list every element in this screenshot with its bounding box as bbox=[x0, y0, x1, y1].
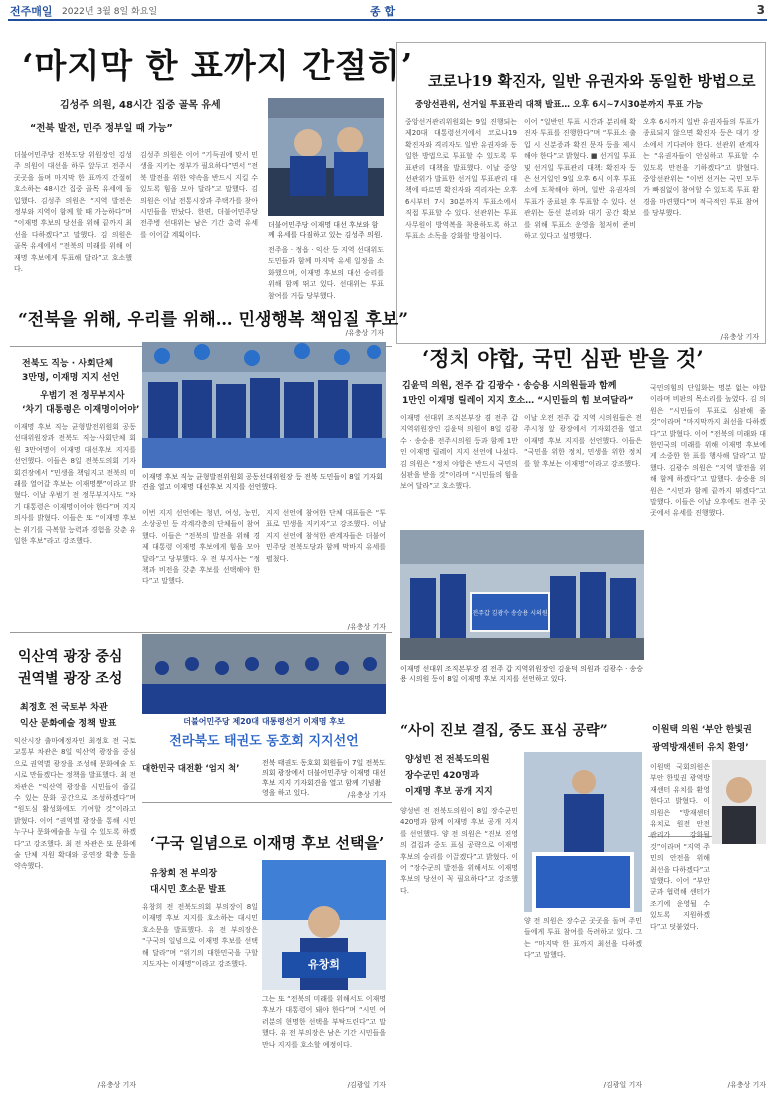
story9-body-intro: 이원택 국회의원은 부안 한빛권 광역방재센터 유치를 환영한다고 밝혔다. 이 의원은 “방재센터 유치로 원전 안전 관리가 강화될 것”이라며 “지역 주민의 안전을 위해 최선을 다하겠다”고 말했다. 이어 “부안군과 협력해 센터가 조기에 운영될 수 있도록 지원하겠다”고 덧붙였다. bbox=[650, 763, 710, 931]
story3-sub2: 3만명, 이재명 지지 선언 bbox=[22, 373, 120, 383]
story9-headline2: 광역방재센터 유치 환영’ bbox=[652, 743, 749, 753]
story6-byline: /유충상 기자 bbox=[347, 791, 386, 799]
story7-body-col1: 유창희 전 전북도의회 부의장이 8일 이재명 후보 지지를 호소하는 대시민 호소문을 발표했다. 유 전 부의장은 “구국의 일념으로 이재명 후보를 선택해 달라”며 “위기의 대한민국을 구할 지도자는 이재명”이라고 강조했다. bbox=[142, 903, 258, 969]
story1-body-col2: 김성주 의원은 이어 “기득권에 맞서 민생을 지키는 정부가 필요하다”면서 “전북 발전을 위한 약속을 반드시 지킬 수 있도록 힘을 모아 달라”고 말했다. 김 의원은 이날 전통시장과 주택가를 찾아 시민들을 만났다. 한편, 더불어민주당 전주병 선대위는 남은 기간 총력 유세를 이어갈 계획이다. bbox=[140, 151, 258, 239]
story7-sub1: 유창희 전 부의장 bbox=[150, 869, 218, 879]
story7-photo-text: 유창희 bbox=[308, 958, 340, 971]
story8-body-col1: 양성빈 전 전북도의원이 8일 장수군민 420명과 함께 이재명 후보 공개 지지를 선언했다. 양 전 의원은 “진보 진영의 결집과 중도 표심 공략으로 이재명 후보의 승리를 이끌겠다”고 밝혔다. 이어 “장수군의 발전을 위해서도 이재명 후보의 당선이 꼭 필요하다”고 강조했다. bbox=[400, 807, 518, 895]
press-conference-photo bbox=[400, 530, 644, 660]
story9-headline: 이원택 의원 ‘부안 한빛권 bbox=[652, 725, 752, 735]
story7-sub2: 대시민 호소문 발표 bbox=[150, 885, 226, 895]
story3-sub3: 우범기 전 정무부지사 bbox=[40, 391, 125, 401]
story1-caption: 더불어민주당 이재명 대선 후보와 함께 유세를 다짐하고 있는 김성주 의원. bbox=[268, 221, 383, 239]
story8-photo bbox=[524, 752, 642, 912]
story3-body-col2: 이번 지지 선언에는 청년, 여성, 농민, 소상공인 등 각계각층의 단체들이 참여했다. 이들은 “전북의 발전을 위해 경제 대통령 이재명 후보에게 힘을 모아 달라”고 당부했다. 우 전 부지사는 “정책과 비전을 갖춘 후보를 선택해야 한다”고 말했다. bbox=[142, 509, 260, 586]
story5-sub1: 최정호 전 국토부 차관 bbox=[20, 703, 108, 713]
group-photo bbox=[142, 342, 386, 468]
story4-sub1: 김윤덕 의원, 전주 갑 김광수 · 송승용 시의원들과 함께 bbox=[402, 381, 617, 391]
story4-caption: 이재명 선대위 조직본부장 겸 전주 갑 지역위원장인 김윤덕 의원과 김광수 · 송승용 시의원 등이 8일 이재명 후보 지지를 선언하고 있다. bbox=[400, 665, 644, 683]
story5-sub2: 익산 문화예술 정책 발표 bbox=[20, 719, 117, 729]
story4-body-col2: 이날 오전 전주 갑 지역 시의원들은 전주시청 앞 광장에서 기자회견을 열고 이재명 후보 지지를 선언했다. 이들은 “국민을 위한 정치, 민생을 위한 정치를 할 후보는 이재명”이라고 강조했다. bbox=[524, 414, 642, 468]
section-title: 종 합 bbox=[370, 5, 396, 18]
story2-headline: 코로나19 확진자, 일반 유권자와 동일한 방법으로 bbox=[428, 72, 756, 90]
story4-photo bbox=[400, 530, 644, 660]
story1-sub2: “전북 발전, 민주 정부일 때 가능” bbox=[30, 123, 173, 134]
page-number: 3 bbox=[756, 3, 765, 17]
issue-date: 2022년 3월 8일 화요일 bbox=[62, 7, 158, 17]
divider bbox=[142, 802, 392, 803]
story3-sub1: 전북도 직능 · 사회단체 bbox=[22, 359, 114, 369]
story3-headline: “전북을 위해, 우리를 위해… 민생행복 책임질 후보” bbox=[18, 310, 409, 330]
story4-body-col3: 국민의힘의 단일화는 명분 없는 야합이라며 비판의 목소리를 높였다. 김 의원은 “시민들이 투표로 심판해 줄 것”이라며 “마지막까지 최선을 다하겠다”고 밝혔다. 이어 “전북의 미래와 대한민국의 미래를 위해 이재명 후보에게 소중한 한 표를 행사해 달라”고 말했다. 김광수 의원은 “지역 발전을 위해 함께 하겠다”고 말했다. 송승용 의원은 “시민과 함께 끝까지 뛰겠다”고 말했다. 이들은 이날 오후에도 전주 곳곳에서 유세를 진행했다. bbox=[650, 384, 766, 518]
story8-headline: “사이 진보 결집, 중도 표심 공략” bbox=[400, 723, 608, 739]
header-rule bbox=[8, 19, 767, 21]
story6-photo bbox=[142, 634, 386, 756]
story8-sub2: 장수군민 420명과 bbox=[405, 771, 480, 781]
story8-sub3: 이재명 후보 공개 지지 bbox=[405, 787, 493, 797]
story4-sub2: 1만인 이재명 릴레이 지지 호소… “시민들의 힘 보여달라” bbox=[402, 396, 634, 406]
story3-body-col3: 지지 선언에 참여한 단체 대표들은 “투표로 민생을 지키자”고 강조했다. 이날 지지 선언에 참석한 관계자들은 더불어민주당 전북도당과 함께 막바지 유세를 펼쳤다. bbox=[266, 509, 386, 563]
story2-body-col2: 이어 “일반인 투표 시간과 분리해 확진자 투표를 진행한다”며 “투표소 출입 시 신분증과 확진 문자 등을 제시해야 한다”고 밝혔다. ■ 선거일 투표 및 선거일 투표관리 대책: 확진자 등은 선거일인 9일 오후 6시 이후 투표소에 도착해야 하며, 일반 유권자의 투표가 종료된 후 투표할 수 있다. 선관위는 동선 분리와 대기 공간 확보를 위해 투표소 운영을 철저히 준비하고 있다고 설명했다. bbox=[524, 118, 636, 241]
masthead: 전주매일 bbox=[10, 5, 53, 18]
story5-headline: 익산역 광장 중심 bbox=[18, 649, 123, 665]
story3-body-col1: 이재명 후보 직능 균형발전위원회 공동선대위원장과 전북도 직능·사회단체 회원 3만여명이 이재명 대선후보 지지를 선언했다. 이들은 8일 전북도의회 기자회견장에서 “민생을 책임지고 전북의 미래를 열어갈 후보는 이재명뿐”이라고 밝혔다. 이날 우범기 전 정무부지사도 “차기 대통령은 이재명이어야 한다”며 지지 의사를 밝혔다. 이들은 또 “이재명 후보는 위기를 극복할 능력과 경험을 갖춘 유일한 후보”라고 강조했다. bbox=[14, 423, 136, 546]
story2-body-col1: 중앙선거관리위원회는 9일 진행되는 제20대 대통령선거에서 코로나19 확진자와 격리자도 일반 유권자와 동일한 방법으로 투표할 수 있도록 투표관리 대책을 발표했다. 이날 중앙선관위가 발표한 선거일 투표관리 대책에 따르면 확진자와 격리자는 오후 6시부터 7시 30분까지 투표소에서 직접 투표할 수 있다. 선관위는 투표사무원이 방역복을 착용하도록 하고 투표소 소독을 강화할 방침이다. bbox=[405, 118, 517, 241]
story1-photo bbox=[268, 98, 384, 216]
story1-body-col1: 더불어민주당 전북도당 위원장인 김성주 의원이 대선을 하루 앞두고 전주시 곳곳을 돌며 마지막 한 표까지 간절히 호소하는 48시간 집중 골목 유세에 돌입했다. 김성주 의원은 “지역 발전은 정부와 지역이 함께 할 때 가능하다”며 “이재명 후보의 당선을 위해 끝까지 최선을 다하겠다”고 말했다. 김 의원은 골목 유세에서 “전북의 미래를 위해 이재명 후보에게 투표해 달라”고 호소했다. bbox=[14, 151, 132, 274]
story5-headline2: 권역별 광장 조성 bbox=[18, 671, 123, 687]
story8-body-col2: 양 전 의원은 장수군 곳곳을 돌며 주민들에게 투표 참여를 독려하고 있다. 그는 “마지막 한 표까지 최선을 다하겠다”고 말했다. bbox=[524, 917, 642, 960]
story5-body: 익산시장 출마예정자인 최정호 전 국토교통부 차관은 8일 익산역 광장을 중심으로 권역별 광장을 조성해 문화예술 도시로 만들겠다는 정책을 발표했다. 최 전 차관은 “익산역 광장을 시민들이 즐길 수 있는 문화 공간으로 조성하겠다”며 “원도심 활성화에도 기여할 것”이라고 밝혔다. 이어 “권역별 광장을 통해 시민 누구나 문화예술을 누릴 수 있도록 하겠다”고 강조했다. 최 전 차관은 또 문화예술 단체 지원 확대와 공연장 확충 등을 약속했다. bbox=[14, 737, 136, 871]
story1-byline: /유충상 기자 bbox=[345, 329, 384, 337]
story1-headline: ‘마지막 한 표까지 간절히’ bbox=[22, 46, 414, 85]
story9-byline: /유충상 기자 bbox=[727, 1081, 766, 1089]
story6-caption-left: 대한민국 대전환 ‘엄지 척’ bbox=[142, 764, 240, 774]
divider bbox=[10, 632, 392, 633]
story8-byline: /김광일 기자 bbox=[603, 1081, 642, 1089]
story1-body-col3: 전주을 · 정읍 · 익산 등 지역 선대위도 도민들과 함께 마지막 유세 일정을 소화했으며, 이재명 후보의 대선 승리를 위해 함께 뛰고 있다. 선대위는 투표 참여를 거듭 당부했다. bbox=[268, 246, 384, 300]
story5-byline: /유충상 기자 bbox=[97, 1081, 136, 1089]
story7-body-col2: 그는 또 “전북의 미래를 위해서도 이재명 후보가 대통령이 돼야 한다”며 “시민 여러분의 현명한 선택을 부탁드린다”고 말했다. 유 전 부의장은 남은 기간 시민들을 만나 지지를 호소할 예정이다. bbox=[262, 995, 386, 1049]
portrait-photo bbox=[712, 760, 766, 844]
story4-body-col1: 이재명 선대위 조직본부장 겸 전주 갑 지역위원장인 김윤덕 의원이 8일 김광수 · 송승용 전주시의원 등과 함께 1만인 이재명 릴레이 지지 선언에 나섰다. 김 의원은 “정치 야합은 반드시 국민의 심판을 받을 것”이라며 “시민들의 힘을 보여 달라”고 호소했다. bbox=[400, 414, 518, 491]
story6-caption-right: 전북 태권도 동호회 회원들이 7일 전북도의회 광장에서 더불어민주당 이재명 대선 후보 지지 기자회견을 열고 함께 기념촬영을 하고 있다. bbox=[262, 759, 386, 797]
story8-sub1: 양성빈 전 전북도의원 bbox=[405, 755, 490, 765]
story7-photo bbox=[262, 860, 386, 990]
story9-photo bbox=[712, 760, 766, 844]
story3-photo bbox=[142, 342, 386, 468]
story6-banner2: 전라북도 태권도 동호회 지지선언 bbox=[169, 734, 359, 749]
story3-caption: 이재명 후보 직능 균형발전위원회 공동선대위원장 등 전북 도민들이 8일 기자회견을 열고 이재명 대선후보 지지를 선언했다. bbox=[142, 473, 383, 491]
story7-headline: ‘구국 일념으로 이재명 후보 선택을’ bbox=[150, 834, 385, 852]
supporter-photo bbox=[524, 752, 642, 912]
rally-photo bbox=[268, 98, 384, 216]
story3-byline: /유충상 기자 bbox=[347, 623, 386, 631]
story2-byline: /유충상 기자 bbox=[720, 333, 759, 341]
story4-banner: 전주갑 김광수 송승용 시의원 bbox=[472, 610, 548, 617]
story2-body-col3: 오후 6시까지 일반 유권자들의 투표가 종료되지 않으면 확진자 등은 대기 장소에서 기다려야 한다. 선관위 관계자는 “유권자들이 안심하고 투표할 수 있도록 만전을 기하겠다”고 밝혔다. 중앙선관위는 “이번 선거는 국민 모두가 빠짐없이 참여할 수 있도록 투표 환경을 마련했다”며 적극적인 투표 참여를 당부했다. bbox=[643, 118, 759, 218]
story6-banner1: 더불어민주당 제20대 대통령선거 이재명 후보 bbox=[183, 717, 345, 726]
story2-sub: 중앙선관위, 선거일 투표관리 대책 발표… 오후 6시∼7시30분까지 투표 가능 bbox=[415, 100, 703, 110]
story4-headline: ‘정치 야합, 국민 심판 받을 것’ bbox=[422, 346, 704, 371]
story1-sub1: 김성주 의원, 48시간 집중 골목 유세 bbox=[60, 100, 221, 111]
story3-sub4: ‘차기 대통령은 이재명이어야’ bbox=[22, 405, 140, 415]
story7-byline: /김광일 기자 bbox=[347, 1081, 386, 1089]
